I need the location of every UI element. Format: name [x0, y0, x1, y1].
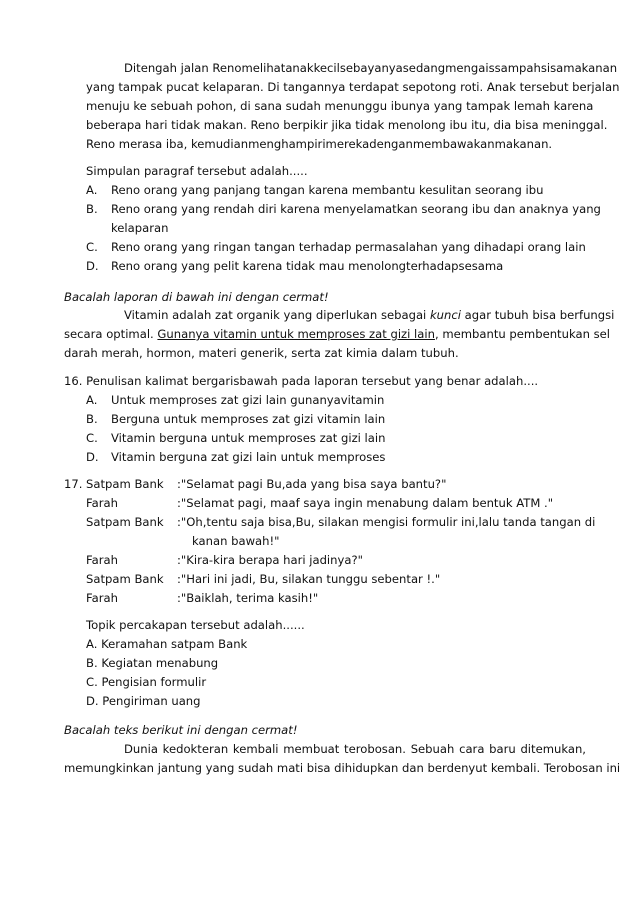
- dialogue-line: kanan bawah!": [192, 534, 280, 548]
- dialogue-speaker: Farah: [86, 496, 118, 510]
- passage-1-line: Ditengah jalan Renomelihatanakkecilsebayanyasedangmengaissampahsisamakanan: [124, 61, 618, 75]
- instruction-heading: Bacalah laporan di bawah ini dengan cermat!: [64, 290, 329, 304]
- option-text: Untuk memproses zat gizi lain gunanyavitamin: [111, 393, 385, 407]
- dialogue-speaker: Satpam Bank: [86, 572, 164, 586]
- question-number: 17.: [64, 477, 83, 491]
- passage-2-line: memungkinkan jantung yang sudah mati bisa dihidupkan dan berdenyut kembali. Terobosan ini: [64, 761, 621, 775]
- option-label: B.: [86, 412, 98, 426]
- report-line: darah merah, hormon, materi generik, serta zat kimia dalam tubuh.: [64, 346, 459, 360]
- passage-1-line: menuju ke sebuah pohon, di sana sudah menunggu ibunya yang tampak lemah karena: [86, 99, 594, 113]
- dialogue-line: :"Oh,tentu saja bisa,Bu, silakan mengisi formulir ini,lalu tanda tangan di: [177, 515, 596, 529]
- dialogue-line: :"Selamat pagi Bu,ada yang bisa saya bantu?": [177, 477, 447, 491]
- question-prompt: Topik percakapan tersebut adalah......: [86, 618, 305, 632]
- dialogue-speaker: Satpam Bank: [86, 515, 164, 529]
- underlined-sentence: Gunanya vitamin untuk memproses zat gizi lain: [157, 327, 435, 341]
- option-label: D.: [86, 259, 99, 273]
- passage-1-line: Reno merasa iba, kemudianmenghampirimerekadenganmembawakanmakanan.: [86, 137, 553, 151]
- option-label: A.: [86, 393, 98, 407]
- dialogue-speaker: Satpam Bank: [86, 477, 164, 491]
- question-prompt: 16. Penulisan kalimat bergarisbawah pada laporan tersebut yang benar adalah....: [64, 374, 539, 388]
- dialogue-line: :"Selamat pagi, maaf saya ingin menabung dalam bentuk ATM .": [177, 496, 554, 510]
- option-label: A.: [86, 183, 98, 197]
- dialogue-line: :"Hari ini jadi, Bu, silakan tunggu sebentar !.": [177, 572, 441, 586]
- option-text: Berguna untuk memproses zat gizi vitamin lain: [111, 412, 386, 426]
- dialogue-speaker: Farah: [86, 591, 118, 605]
- option-text: Reno orang yang ringan tangan terhadap permasalahan yang dihadapi orang lain: [111, 240, 586, 254]
- option-text: Reno orang yang pelit karena tidak mau menolongterhadapsesama: [111, 259, 504, 273]
- report-text: , membantu pembentukan sel: [434, 327, 610, 341]
- dialogue-speaker: Farah: [86, 553, 118, 567]
- passage-1-line: yang tampak pucat kelaparan. Di tangannya terdapat sepotong roti. Anak tersebut berjalan: [86, 80, 620, 94]
- report-text: Vitamin adalah zat organik yang diperlukan sebagai: [124, 308, 430, 322]
- option-d: D. Pengiriman uang: [86, 694, 201, 708]
- option-a: A. Keramahan satpam Bank: [86, 637, 248, 651]
- option-text: Vitamin berguna zat gizi lain untuk memproses: [111, 450, 386, 464]
- report-line: [64, 326, 610, 343]
- option-c: C. Pengisian formulir: [86, 675, 207, 689]
- option-text: Vitamin berguna untuk memproses zat gizi lain: [111, 431, 386, 445]
- instruction-heading: Bacalah teks berikut ini dengan cermat!: [64, 723, 298, 737]
- report-line: [124, 307, 615, 324]
- option-text: Reno orang yang rendah diri karena menyelamatkan seorang ibu dan anaknya yang: [111, 202, 601, 216]
- dialogue-line: :"Baiklah, terima kasih!": [177, 591, 319, 605]
- option-label: D.: [86, 450, 99, 464]
- passage-1-line: beberapa hari tidak makan. Reno berpikir jika tidak menolong ibu itu, dia bisa meninggal.: [86, 118, 608, 132]
- option-b: B. Kegiatan menabung: [86, 656, 219, 670]
- option-text: kelaparan: [111, 221, 169, 235]
- option-text: Reno orang yang panjang tangan karena membantu kesulitan seorang ibu: [111, 183, 544, 197]
- report-text: secara optimal.: [64, 327, 158, 341]
- report-text: agar tubuh bisa berfungsi: [460, 308, 615, 322]
- report-italic-word: kunci: [429, 308, 461, 322]
- option-label: C.: [86, 240, 98, 254]
- dialogue-line: :"Kira-kira berapa hari jadinya?": [177, 553, 363, 567]
- passage-2-line: Dunia kedokteran kembali membuat terobosan. Sebuah cara baru ditemukan,: [124, 742, 586, 756]
- option-label: B.: [86, 202, 98, 216]
- question-prompt: Simpulan paragraf tersebut adalah.....: [86, 164, 308, 178]
- option-label: C.: [86, 431, 98, 445]
